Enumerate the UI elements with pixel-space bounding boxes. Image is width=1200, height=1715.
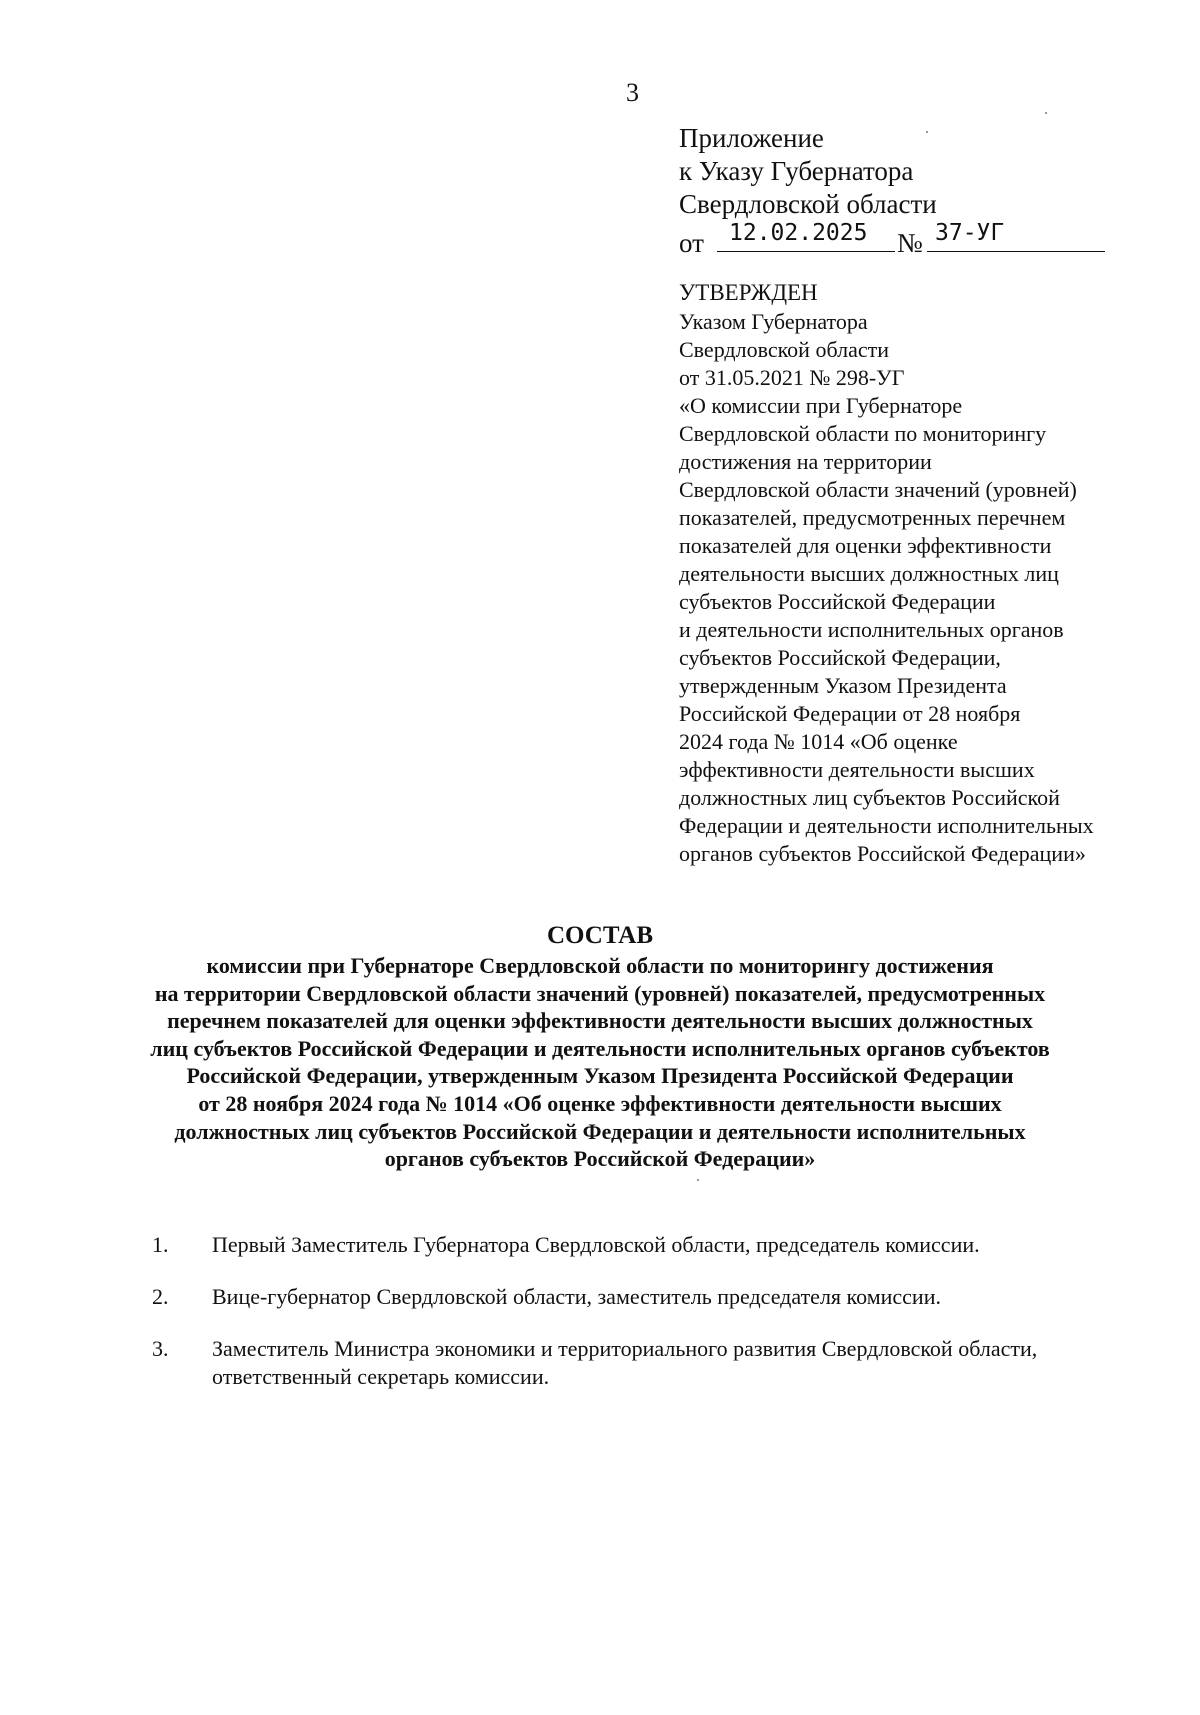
member-list (152, 1231, 1132, 1415)
list-item (152, 1335, 1132, 1391)
from-label: от (679, 228, 704, 258)
decree-number: 37-УГ (935, 220, 1005, 246)
approval-line: Российской Федерации от 28 ноября (679, 701, 1021, 726)
approval-line: и деятельности исполнительных органов (679, 617, 1064, 642)
list-item-number: 1. (152, 1232, 169, 1257)
approval-line: Свердловской области по мониторингу (679, 421, 1047, 446)
approval-line: 2024 года № 1014 «Об оценке (679, 729, 958, 754)
approval-line: субъектов Российской Федерации, (679, 645, 1001, 670)
list-item (152, 1283, 1132, 1311)
approval-line: Свердловской области значений (уровней) (679, 477, 1077, 502)
composition-subtitle-line: перечнем показателей для оценки эффективности деятельности высших должностных (167, 1008, 1033, 1034)
appendix-block (679, 122, 1005, 258)
composition-subtitle-line: Российской Федерации, утвержденным Указом Президента Российской Федерации (186, 1063, 1014, 1089)
scan-speck (1045, 112, 1047, 114)
approval-line: субъектов Российской Федерации (679, 589, 996, 614)
approval-line: Федерации и деятельности исполнительных (679, 813, 1094, 838)
list-item-text: Заместитель Министра экономики и территориального развития Свердловской области, ответственный секретарь комиссии. (212, 1336, 1038, 1389)
appendix-line: к Указу Губернатора (679, 156, 914, 186)
list-item-text: Вице-губернатор Свердловской области, заместитель председателя комиссии. (212, 1284, 941, 1309)
approval-line: «О комиссии при Губернаторе (679, 393, 963, 418)
approval-line: достижения на территории (679, 449, 932, 474)
approval-line: эффективности деятельности высших (679, 757, 1035, 782)
composition-heading (0, 920, 1200, 1173)
approval-line: показателей для оценки эффективности (679, 533, 1052, 558)
list-item-number: 3. (152, 1336, 169, 1361)
approval-line: от 31.05.2021 № 298-УГ (679, 365, 905, 390)
list-item-text: Первый Заместитель Губернатора Свердловской области, председатель комиссии. (212, 1232, 980, 1257)
decree-date: 12.02.2025 (729, 220, 868, 246)
approval-line: утвержденным Указом Президента (679, 673, 1007, 698)
approval-line: должностных лиц субъектов Российской (679, 785, 1060, 810)
approval-heading: УТВЕРЖДЕН (679, 280, 818, 305)
decree-reference (679, 220, 1005, 258)
approval-line: деятельности высших должностных лиц (679, 561, 1059, 586)
composition-subtitle-line: лиц субъектов Российской Федерации и деятельности исполнительных органов субъектов (150, 1035, 1050, 1061)
approval-block (679, 278, 1094, 868)
scan-speck (926, 131, 928, 133)
list-item (152, 1231, 1132, 1259)
page-number: 3 (626, 78, 639, 107)
approval-line: органов субъектов Российской Федерации» (679, 841, 1086, 866)
appendix-line: Свердловской области (679, 189, 937, 219)
number-label: № (897, 228, 923, 258)
approval-line: показателей, предусмотренных перечнем (679, 505, 1066, 530)
composition-subtitle-line: органов субъектов Российской Федерации» (384, 1146, 816, 1172)
approval-line: Указом Губернатора (679, 309, 868, 334)
approval-line: Свердловской области (679, 337, 889, 362)
scan-speck (697, 1179, 699, 1181)
appendix-line: Приложение (679, 123, 824, 153)
composition-subtitle-line: должностных лиц субъектов Российской Федерации и деятельности исполнительных (174, 1118, 1026, 1144)
composition-subtitle-line: комиссии при Губернаторе Свердловской области по мониторингу достижения (206, 953, 994, 978)
composition-title: СОСТАВ (546, 922, 654, 949)
composition-subtitle-line: на территории Свердловской области значений (уровней) показателей, предусмотренных (154, 980, 1046, 1006)
list-item-number: 2. (152, 1284, 169, 1309)
composition-subtitle-line: от 28 ноября 2024 года № 1014 «Об оценке эффективности деятельности высших (198, 1090, 1002, 1116)
